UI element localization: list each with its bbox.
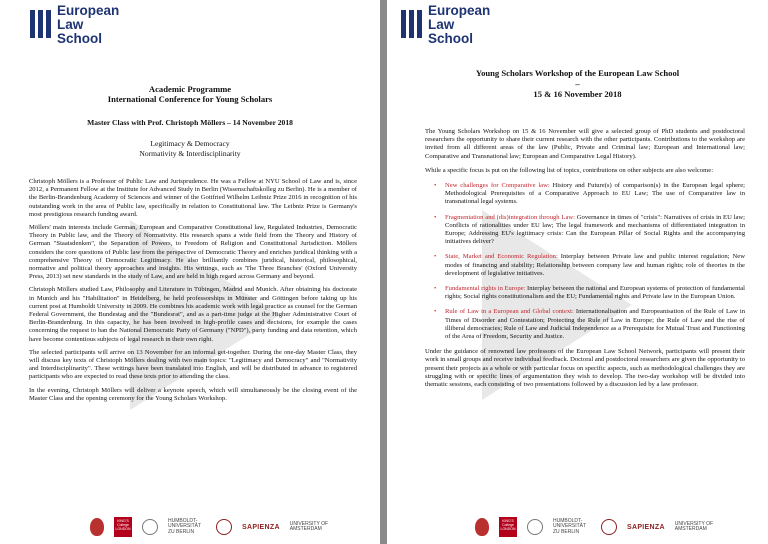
logo-line2: Law xyxy=(57,17,84,32)
paragraph: Christoph Möllers is a Professor of Public Law and Jurisprudence. He was a Fellow at NYU School of Law and is, since 2012, a Permanent Fellow at the Institute for Advanced Study in Berlin (Wissenschaftskolleg zu Berlin). He is a member of the Berlin-Brandenburg Academy of Sciences and winner of the Gottfried Wilhelm Leibniz Prize 2016 in recognition of his outstanding work in the area of Public law, specifically in relation to Constitutional law. The Leibniz Prize is Germany's most prestigious research funding award. xyxy=(29,178,357,218)
paragraph: In the evening, Christoph Möllers will deliver a keynote speech, which will simultaneously be the closing event of the Master Class and the opening ceremony for the Young Scholars Workshop. xyxy=(29,386,357,402)
topic-heading: New challenges for Comparative law: xyxy=(445,182,550,190)
amsterdam-logo: UNIVERSITY OF AMSTERDAM xyxy=(289,520,329,532)
partner-logos xyxy=(475,516,758,538)
paragraph: The selected participants will arrive on 13 November for an informal get-together. During the one-day Master Class, they will discuss key texts of Christoph Möllers dealing with two main topics: "Legitimacy and Democracy" and "Normativity and Interdisciplinarity". These writings have been translated into English, and will be distributed in advance to registered participants who are expected to read these texts prior to attending the class. xyxy=(29,348,357,381)
topic-heading: Rule of Law in a European and Global context: xyxy=(445,308,574,316)
sapienza-logo: SAPIENZA xyxy=(627,523,665,531)
european-law-school-logo xyxy=(401,4,490,46)
logo-line3: School xyxy=(57,31,103,46)
topic-heading: State, Market and Economic Regulation: xyxy=(445,253,558,261)
partner-logos xyxy=(90,516,370,538)
topic-heading: Fragmentation and (dis)integration through Law: xyxy=(445,213,575,221)
humboldt-logo: HUMBOLDT-UNIVERSITÄT ZU BERLIN xyxy=(553,517,586,535)
topic-body: Internationalisation and Europeanisation of the Rule of Law in Times of Disorder and Contestation; Protecting the Rule of Law in Europe; the Rule of Law and the rise of illiberal democracies; Rule of Law and Judicial Independence as a Prerequisite for Mutual Trust and Functioning of the Area of Freedom, Security and Justice. xyxy=(445,308,745,341)
workshop-title: Young Scholars Workshop of the European Law School xyxy=(475,68,680,78)
sapienza-seal-icon xyxy=(216,519,232,535)
european-law-school-logo xyxy=(30,4,119,46)
theme-legitimacy: Legitimacy & Democracy xyxy=(150,139,230,148)
logo-bars-icon xyxy=(401,10,422,38)
humboldt-logo: HUMBOLDT-UNIVERSITÄT ZU BERLIN xyxy=(168,517,201,535)
sapienza-logo: SAPIENZA xyxy=(242,523,280,531)
title-dash: – xyxy=(575,78,580,89)
seal-icon xyxy=(142,519,158,535)
amsterdam-logo: UNIVERSITY OF AMSTERDAM xyxy=(674,520,714,532)
list-item xyxy=(431,182,745,207)
seal-icon xyxy=(527,519,543,535)
logo-line1: European xyxy=(428,3,491,18)
page-right xyxy=(387,0,768,544)
crest-icon xyxy=(475,518,489,536)
logo-bars-icon xyxy=(30,10,51,38)
paragraph: Möllers' main interests include German, European and Comparative Constitutional law, Regulated Industries, Democratic Theory in Public law, and the Theory of Normativity. His research spans a wide field from the Theory and History of German "Staatsdenken", the Separation of Powers, to Freedom of Religion and Constitutional Jurisdiction. Möllers considers the core questions of Public law from the perspective of Democratic Theory and enriches juridical thinking with a comprehensive Theory of Democratic Legitimacy. He also brilliantly combines juridical, historical, philosophical, normative and political theory approaches and insights. His writings, such as 'The Three Branches' (Oxford University Press, 2013) set new standards in the study of Law, and are held in high regard across Germany and beyond. xyxy=(29,224,357,281)
crest-icon xyxy=(90,518,104,536)
workshop-text xyxy=(425,128,745,389)
kings-college-logo: KING'S College LONDON xyxy=(114,517,132,537)
masterclass-heading: Master Class with Prof. Christoph Möllers – 14 November 2018 xyxy=(87,118,293,127)
topic-body: History and Future(s) of comparison(s) in the European legal sphere; Methodological Prerequisites of a Comparative Approach to EU Law; The use of Comparative law in transnational legal systems. xyxy=(445,182,745,206)
workshop-dates: 15 & 16 November 2018 xyxy=(533,89,622,99)
logo-line3: School xyxy=(428,31,474,46)
list-item xyxy=(431,214,745,247)
programme-heading: Academic Programme xyxy=(148,84,232,94)
topic-body: Interplay between Private law and public interest regulation; New modes of financing and stability; Relationship between company law and human rights; role of theories in the development of legislative initiatives. xyxy=(445,253,745,277)
topic-body: Governance in times of "crisis": Narratives of crisis in EU law; Conflicts of rationalities under EU law; The legal framework and mechanisms of differentiated integration in Europe; Addressing EU's legitimacy crisis: Can the European Pillar of Social Rights and the accompanying initiatives deliver? xyxy=(445,213,746,246)
logo-line2: Law xyxy=(428,17,455,32)
list-item xyxy=(431,253,745,278)
page-left xyxy=(0,0,380,544)
closing-paragraph: Under the guidance of renowned law professors of the European Law School Network, participants will present their work in small groups and receive individual feedback. Doctoral and postdoctoral researchers are given the opportunity to present their projects as a whole or with particular focus on specific aspects, such as methodological challenges they are struggling with or specific lines of argumentation they wish to develop. The two-day workshop will be divided into thematic sessions, each consisting of two presentations followed by a discussion led by a law professor. xyxy=(425,348,745,389)
theme-normativity: Normativity & Interdisciplinarity xyxy=(139,148,241,158)
kings-college-logo: KING'S College LONDON xyxy=(499,517,517,537)
bio-text xyxy=(29,178,357,403)
logo-line1: European xyxy=(57,3,120,18)
paragraph: Christoph Möllers studied Law, Philosophy and Literature in Tübingen, Madrid and Munich. After obtaining his doctorate in Munich and his "Habilitation" in Heidelberg, he held professorships in Münster and Göttingen before taking up his current post at Humboldt University in 2009. He combines his academic work with legal practice as counsel for the German Federal Government, the Bundestag and the "Bundesrat", and as a part-time judge at the Higher Administrative Court of Berlin-Brandenburg. In this capacity, he has been involved in high-profile cases and decisions, for example the cases concerning the request to ban the National Democratic Party of Germany ("NPD"), party funding and data retention, which have become contentious subjects of legal research in their own right. xyxy=(29,286,357,343)
topic-heading: Fundamental rights in Europe: xyxy=(445,285,526,293)
intro-paragraph: The Young Scholars Workshop on 15 & 16 November will give a selected group of PhD students and postdoctoral researchers the opportunity to share their current research with the other participants. Contributions to the workshop are invited from all different areas of the law (Public, Private and Criminal law; European and International law; Comparative and Transnational law; European and Comparative Legal History). xyxy=(425,128,745,160)
list-item xyxy=(431,285,745,301)
topic-list xyxy=(431,182,745,341)
list-item xyxy=(431,308,745,341)
lead-paragraph: While a specific focus is put on the following list of topics, contributions on other subjects are also welcome: xyxy=(425,166,714,174)
conference-heading: International Conference for Young Scholars xyxy=(107,94,273,104)
sapienza-seal-icon xyxy=(601,519,617,535)
topic-body: Interplay between the national and European systems of protection of fundamental rights; Social rights constitutionalism and the EU; Fundamental rights and Private law in the European Union. xyxy=(445,285,745,301)
